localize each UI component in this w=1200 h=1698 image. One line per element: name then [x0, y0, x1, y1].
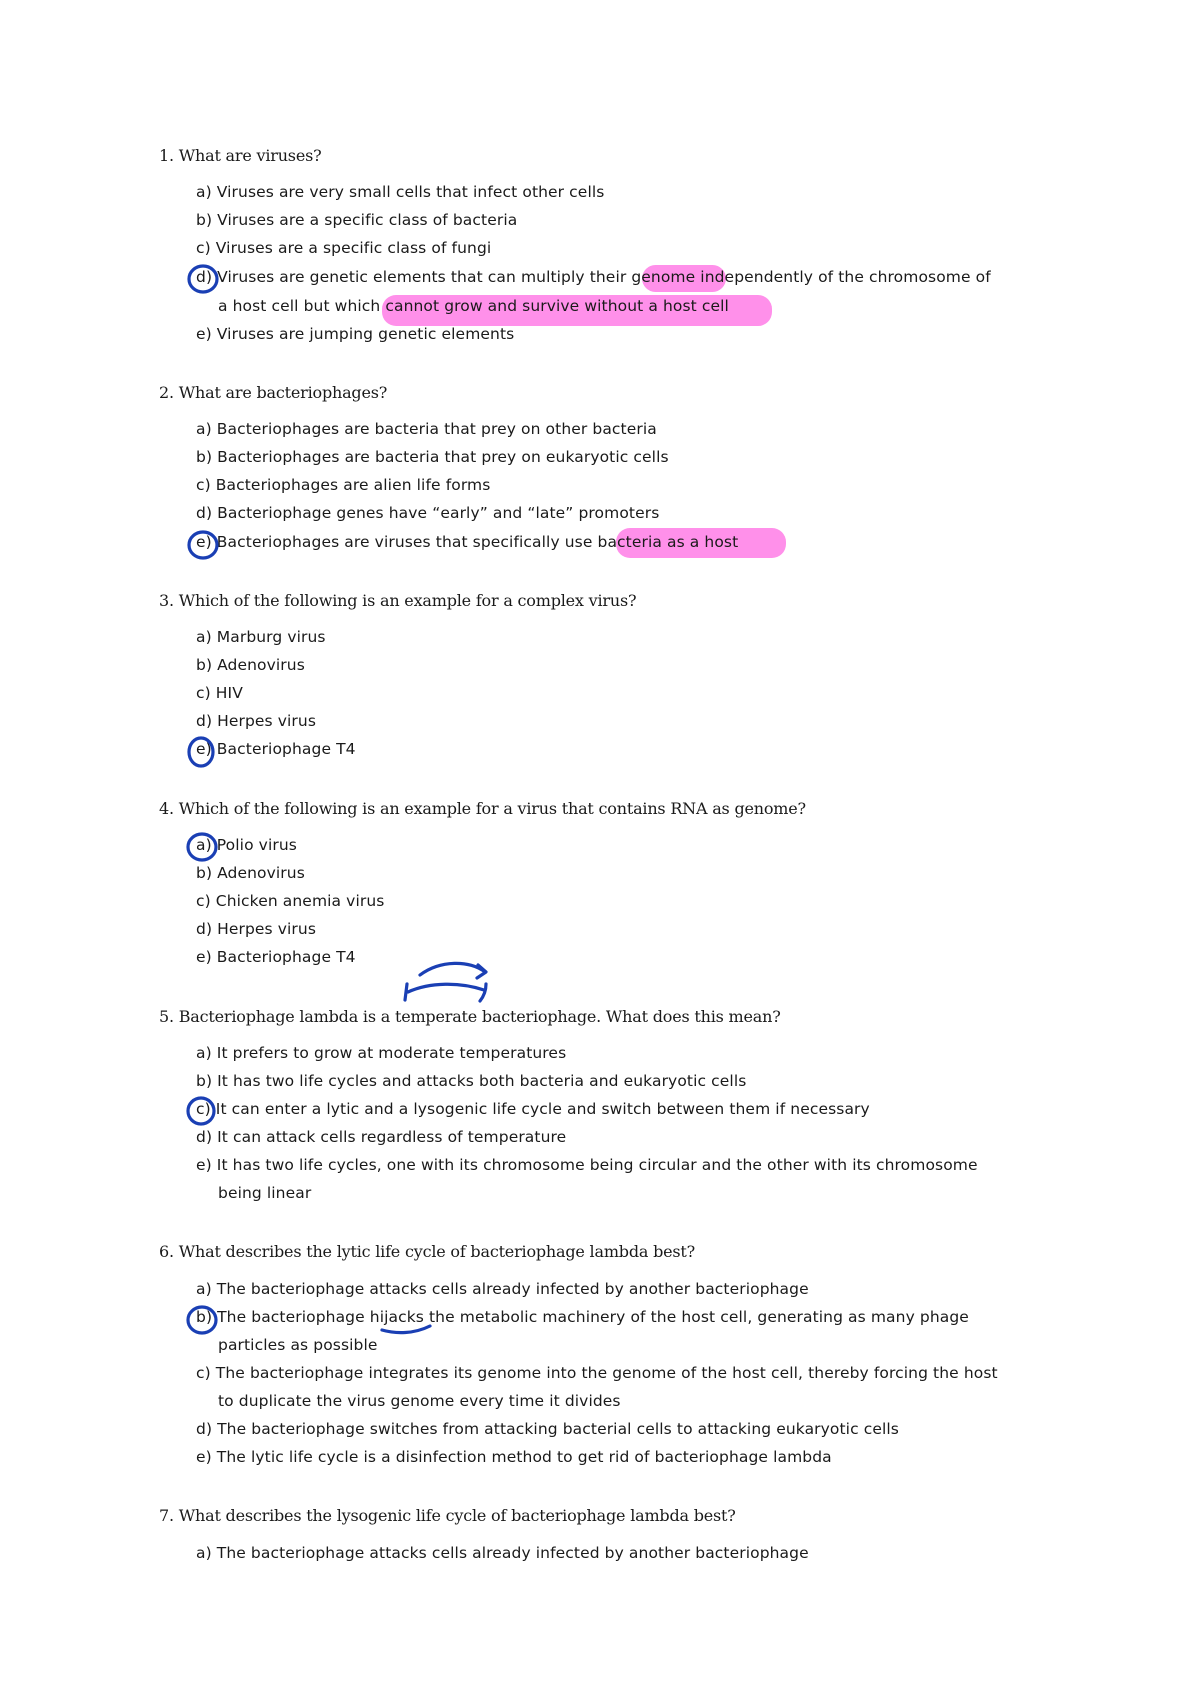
- question-4-option-e: e) Bacteriophage T4: [196, 948, 356, 966]
- question-4-title: 4. Which of the following is an example for a virus that contains RNA as genome?: [159, 799, 806, 818]
- question-6-option-b: b) The bacteriophage hijacks the metabolic machinery of the host cell, generating as many phage: [196, 1308, 969, 1326]
- question-4-option-c: c) Chicken anemia virus: [196, 892, 385, 910]
- question-3-option-d: d) Herpes virus: [196, 712, 317, 730]
- question-3-option-c: c) HIV: [196, 684, 243, 702]
- question-1-option-a: a) Viruses are very small cells that infect other cells: [196, 183, 605, 201]
- question-1-option-d: d) Viruses are genetic elements that can multiply their genome independently of the chromosome of: [196, 268, 991, 286]
- question-6-option-c-cont: to duplicate the virus genome every time it divides: [218, 1392, 621, 1410]
- question-1-option-c: c) Viruses are a specific class of fungi: [196, 239, 492, 257]
- question-5-title: 5. Bacteriophage lambda is a temperate bacteriophage. What does this mean?: [159, 1007, 781, 1026]
- question-6-title: 6. What describes the lytic life cycle of bacteriophage lambda best?: [159, 1242, 696, 1261]
- question-1-option-d-cont: a host cell but which cannot grow and survive without a host cell: [218, 297, 729, 315]
- question-3-option-e: e) Bacteriophage T4: [196, 740, 356, 758]
- question-5-option-c: c) It can enter a lytic and a lysogenic life cycle and switch between them if necessary: [196, 1100, 870, 1118]
- question-3-option-b: b) Adenovirus: [196, 656, 305, 674]
- question-1-option-e: e) Viruses are jumping genetic elements: [196, 325, 515, 343]
- question-1-option-b: b) Viruses are a specific class of bacteria: [196, 211, 518, 229]
- question-3-title: 3. Which of the following is an example for a complex virus?: [159, 591, 637, 610]
- question-5-option-e-cont: being linear: [218, 1184, 312, 1202]
- question-5-option-d: d) It can attack cells regardless of temperature: [196, 1128, 567, 1146]
- question-5-option-b: b) It has two life cycles and attacks both bacteria and eukaryotic cells: [196, 1072, 747, 1090]
- question-6-option-a: a) The bacteriophage attacks cells already infected by another bacteriophage: [196, 1280, 809, 1298]
- question-6-option-b-cont: particles as possible: [218, 1336, 378, 1354]
- question-7-option-a: a) The bacteriophage attacks cells already infected by another bacteriophage: [196, 1544, 809, 1562]
- question-7-title: 7. What describes the lysogenic life cycle of bacteriophage lambda best?: [159, 1506, 736, 1525]
- question-5-option-e: e) It has two life cycles, one with its chromosome being circular and the other with its chromosome: [196, 1156, 978, 1174]
- question-2-option-a: a) Bacteriophages are bacteria that prey on other bacteria: [196, 420, 657, 438]
- swap-arrow-annotation: [405, 963, 486, 1001]
- question-2-option-b: b) Bacteriophages are bacteria that prey on eukaryotic cells: [196, 448, 669, 466]
- question-4-option-d: d) Herpes virus: [196, 920, 317, 938]
- question-6-option-e: e) The lytic life cycle is a disinfection method to get rid of bacteriophage lambda: [196, 1448, 832, 1466]
- question-3-option-a: a) Marburg virus: [196, 628, 326, 646]
- question-4-option-a: a) Polio virus: [196, 836, 297, 854]
- question-2-option-c: c) Bacteriophages are alien life forms: [196, 476, 491, 494]
- question-4-option-b: b) Adenovirus: [196, 864, 305, 882]
- question-2-title: 2. What are bacteriophages?: [159, 383, 388, 402]
- underline-hijacks: [382, 1326, 430, 1333]
- question-5-option-a: a) It prefers to grow at moderate temperatures: [196, 1044, 567, 1062]
- question-6-option-d: d) The bacteriophage switches from attacking bacterial cells to attacking eukaryotic cells: [196, 1420, 899, 1438]
- question-2-option-e: e) Bacteriophages are viruses that specifically use bacteria as a host: [196, 533, 739, 551]
- question-6-option-c: c) The bacteriophage integrates its genome into the genome of the host cell, thereby forcing the host: [196, 1364, 998, 1382]
- question-2-option-d: d) Bacteriophage genes have “early” and “late” promoters: [196, 504, 660, 522]
- question-1-title: 1. What are viruses?: [159, 146, 322, 165]
